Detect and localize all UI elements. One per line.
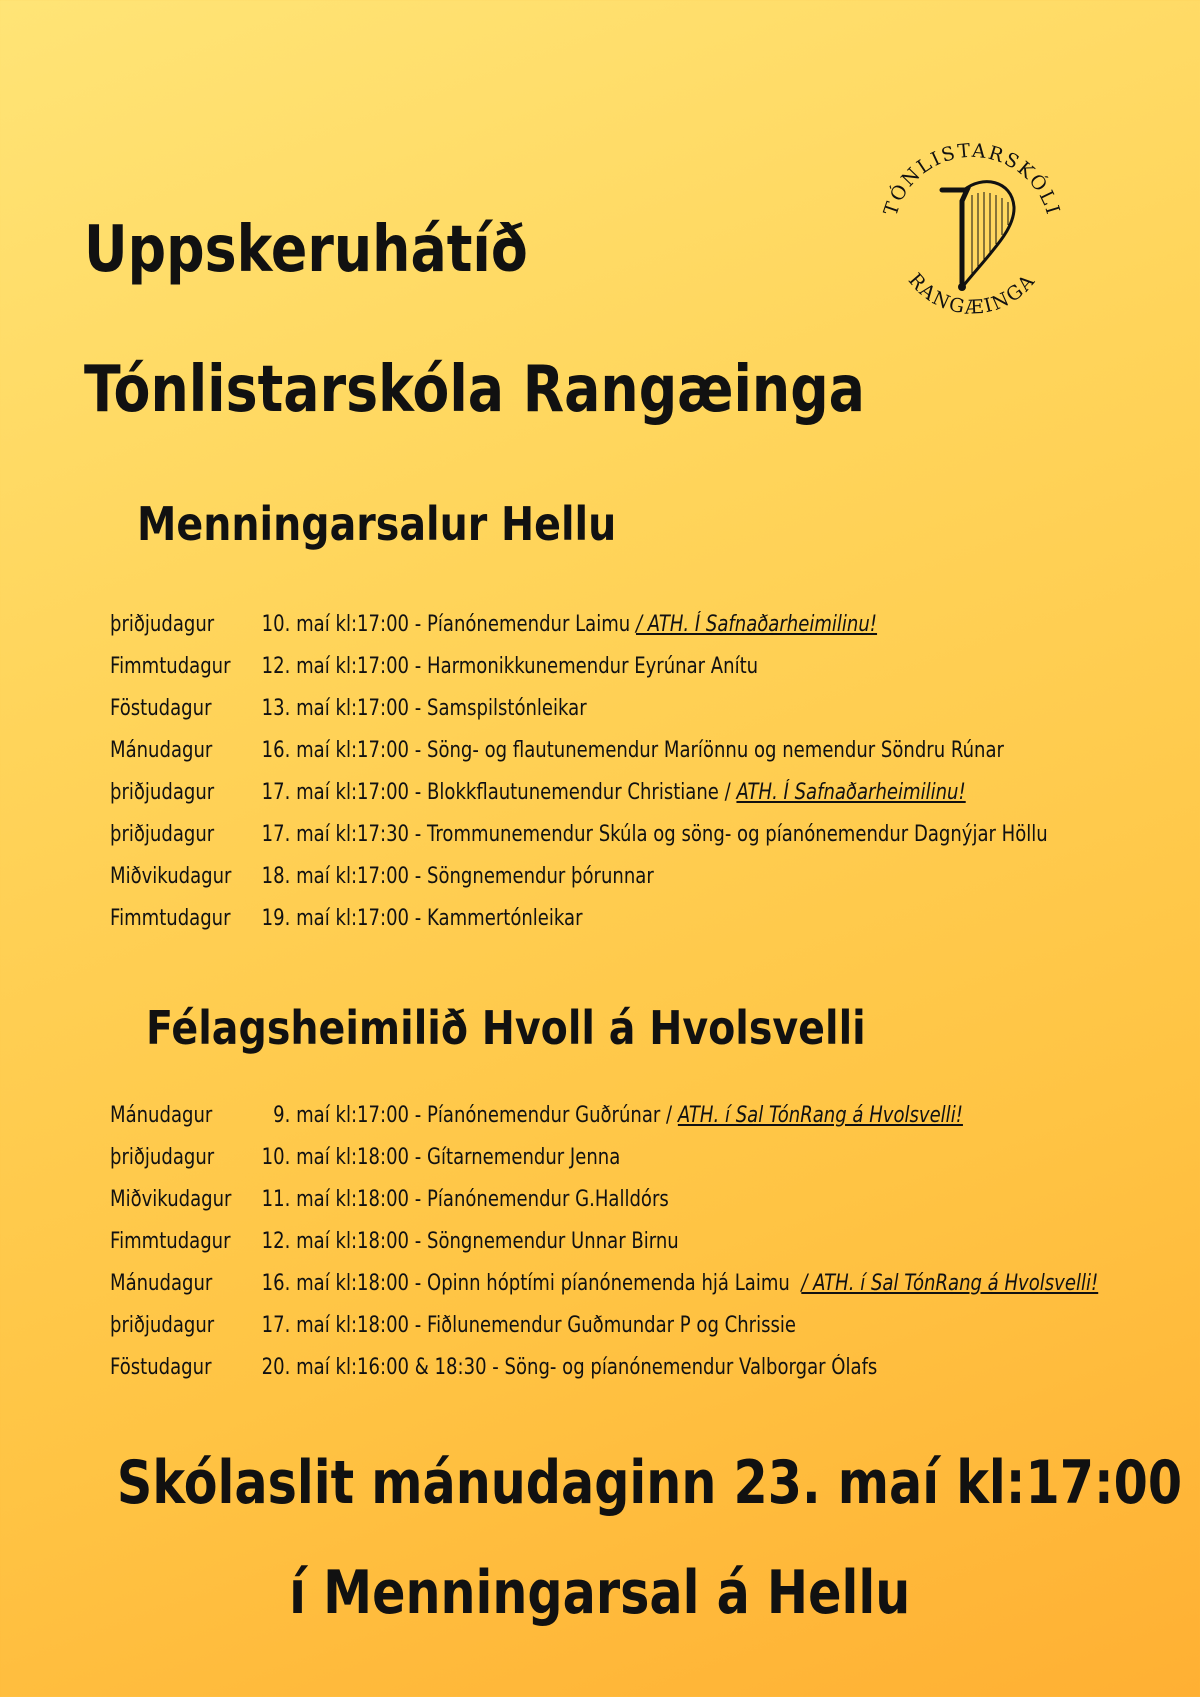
row-day: Miðvikudagur: [110, 863, 232, 889]
schedule-list-hella: [110, 603, 1200, 939]
row-description: - Harmonikkunemendur Eyrúnar Anítu: [414, 653, 759, 679]
row-description: - Samspilstónleikar: [414, 695, 587, 721]
row-time: kl:17:00: [335, 737, 410, 763]
schedule-row: [110, 1094, 1098, 1136]
row-date: 18. maí: [261, 863, 330, 889]
schedule-row: [110, 1220, 1098, 1262]
row-description: - Píanónemendur Guðrúnar /: [414, 1102, 673, 1128]
row-date: 12. maí: [261, 1228, 330, 1254]
row-description: - Blokkflautunemendur Christiane /: [414, 779, 731, 805]
row-day: Fimmtudagur: [110, 1228, 231, 1254]
schedule-row: [110, 1346, 1098, 1388]
row-date: 11. maí: [261, 1186, 330, 1212]
row-description: - Opinn hóptími píanónemenda hjá Laimu: [414, 1270, 790, 1296]
row-description: - Trommunemendur Skúla og söng- og píanónemendur Dagnýjar Höllu: [414, 821, 1048, 847]
row-time: kl:18:00: [335, 1144, 410, 1170]
row-day: Miðvikudagur: [110, 1186, 232, 1212]
schedule-row: [110, 645, 1048, 687]
row-day: þriðjudagur: [110, 1312, 215, 1338]
row-date: 17. maí: [261, 1312, 330, 1338]
row-date: 17. maí: [261, 779, 330, 805]
row-day: Mánudagur: [110, 1270, 213, 1296]
row-day: Mánudagur: [110, 1102, 213, 1128]
logo-bottom-text: RANGÆINGA: [903, 269, 1041, 319]
school-logo: [872, 135, 1072, 335]
row-time: kl:18:00: [335, 1186, 410, 1212]
schedule-row: [110, 1178, 1098, 1220]
row-day: þriðjudagur: [110, 1144, 215, 1170]
row-time: kl:17:00: [335, 653, 410, 679]
harp-icon: [942, 182, 1014, 291]
row-day: Fimmtudagur: [110, 653, 231, 679]
row-venue-note: / ATH. í Sal TónRang á Hvolsvelli!: [801, 1270, 1099, 1296]
row-venue-note: ATH. í Sal TónRang á Hvolsvelli!: [677, 1102, 963, 1128]
row-time: kl:17:00: [335, 905, 410, 931]
row-day: Mánudagur: [110, 737, 213, 763]
row-description: - Söngnemendur þórunnar: [414, 863, 654, 889]
row-date: 9. maí: [273, 1102, 330, 1128]
section-heading-hella: Menningarsalur Hellu: [137, 497, 617, 551]
row-day: þriðjudagur: [110, 779, 215, 805]
schedule-row: [110, 1136, 1098, 1178]
row-time: kl:17:00: [335, 779, 410, 805]
row-time: kl:16:00 & 18:30: [335, 1354, 487, 1380]
row-description: - Söng- og píanónemendur Valborgar Ólafs: [492, 1354, 878, 1380]
row-description: - Píanónemendur Laimu: [414, 611, 631, 637]
schedule-list-hvolsvelli: [110, 1094, 1200, 1388]
row-day: Fimmtudagur: [110, 905, 231, 931]
row-time: kl:17:00: [335, 863, 410, 889]
row-description: - Söng- og flautunemendur Maríönnu og nemendur Söndru Rúnar: [414, 737, 1004, 763]
row-date: 10. maí: [261, 1144, 330, 1170]
row-day: Föstudagur: [110, 695, 212, 721]
row-venue-note: ATH. Í Safnaðarheimilinu!: [736, 779, 966, 805]
schedule-row: [110, 813, 1048, 855]
row-date: 17. maí: [261, 821, 330, 847]
logo-top-text: TÓNLISTARSKÓLI: [879, 139, 1065, 219]
schedule-row: [110, 687, 1048, 729]
section-heading-hvolsvelli: Félagsheimilið Hvoll á Hvolsvelli: [146, 1001, 866, 1055]
schedule-row: [110, 855, 1048, 897]
row-description: - Gítarnemendur Jenna: [414, 1144, 621, 1170]
row-date: 12. maí: [261, 653, 330, 679]
page-title-line-2: Tónlistarskóla Rangæinga: [84, 353, 865, 427]
row-description: - Fiðlunemendur Guðmundar P og Chrissie: [414, 1312, 797, 1338]
row-date: 20. maí: [261, 1354, 330, 1380]
closing-line-1: [0, 1448, 1200, 1518]
row-time: kl:17:00: [335, 1102, 410, 1128]
row-date: 13. maí: [261, 695, 330, 721]
row-venue-note: / ATH. Í Safnaðarheimilinu!: [635, 611, 878, 637]
schedule-row: [110, 897, 1048, 939]
schedule-row: [110, 1262, 1098, 1304]
page-title-line-1: Uppskeruhátíð: [84, 213, 528, 287]
row-description: - Söngnemendur Unnar Birnu: [414, 1228, 679, 1254]
schedule-row: [110, 603, 1048, 645]
schedule-row: [110, 729, 1048, 771]
row-date: 16. maí: [261, 1270, 330, 1296]
row-description: - Kammertónleikar: [414, 905, 583, 931]
schedule-row: [110, 1304, 1098, 1346]
row-time: kl:17:30: [335, 821, 410, 847]
row-time: kl:18:00: [335, 1228, 410, 1254]
row-day: þriðjudagur: [110, 821, 215, 847]
row-date: 19. maí: [261, 905, 330, 931]
row-time: kl:17:00: [335, 611, 410, 637]
row-day: Föstudagur: [110, 1354, 212, 1380]
closing-line-1-text: Skólaslit mánudaginn 23. maí kl:17:00: [116, 1448, 1183, 1518]
row-day: þriðjudagur: [110, 611, 215, 637]
row-time: kl:18:00: [335, 1270, 410, 1296]
row-date: 10. maí: [261, 611, 330, 637]
row-description: - Píanónemendur G.Halldórs: [414, 1186, 669, 1212]
closing-line-2: [0, 1558, 1200, 1628]
row-time: kl:18:00: [335, 1312, 410, 1338]
row-date: 16. maí: [261, 737, 330, 763]
row-time: kl:17:00: [335, 695, 410, 721]
schedule-row: [110, 771, 1048, 813]
closing-line-2-text: í Menningarsal á Hellu: [289, 1558, 911, 1628]
